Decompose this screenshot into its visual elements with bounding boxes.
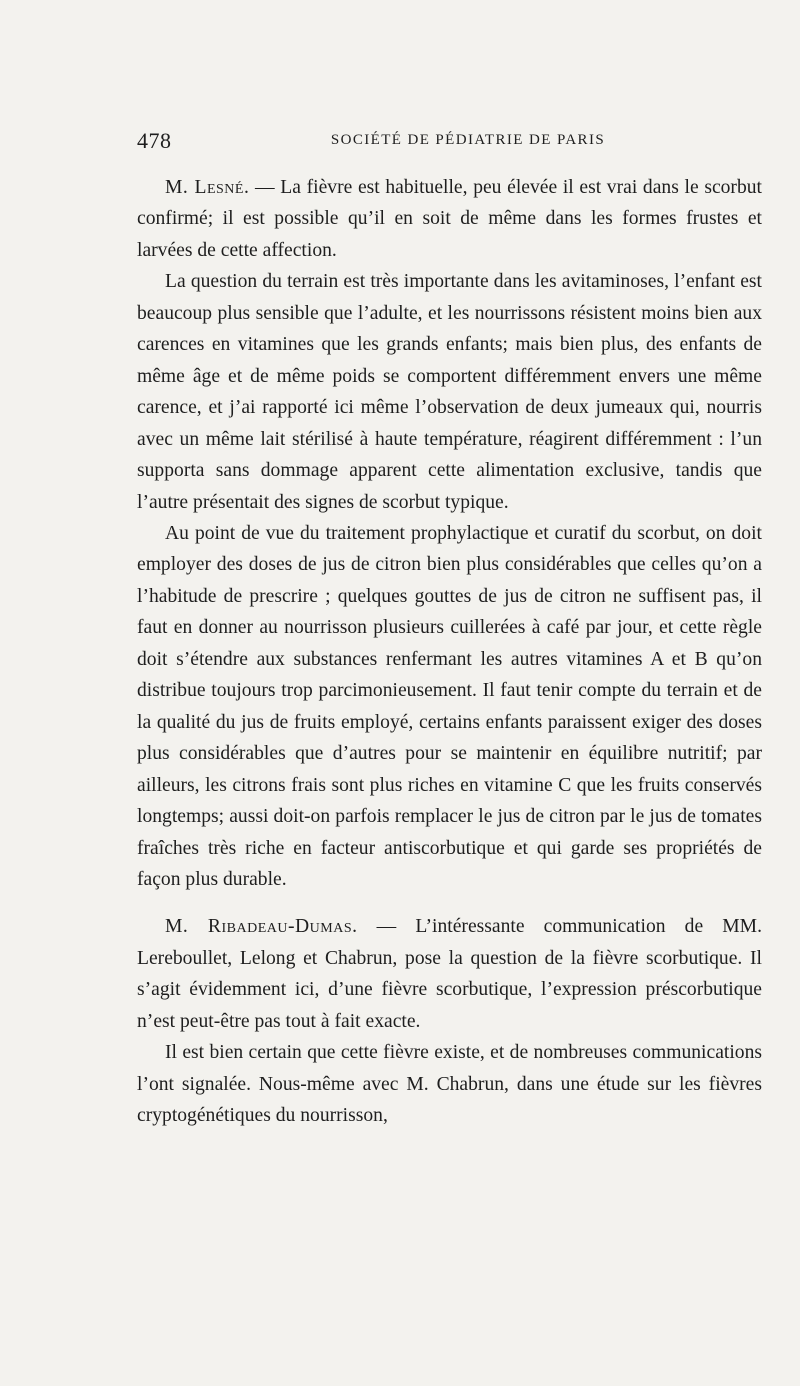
- paragraph-text: — L’intéressante communication de MM. Lereboullet, Lelong et Chabrun, pose la question de la fièvre scorbutique. Il s’agit évidemment ici, d’une fièvre scorbutique, l’expression préscorbutique n’est peut-être pas tout à fait exacte.: [137, 916, 763, 1032]
- running-title: SOCIÉTÉ DE PÉDIATRIE DE PARIS: [330, 132, 606, 148]
- paragraph-fievre-existe: [137, 1037, 762, 1131]
- paragraph-text: La question du terrain est très importante dans les avitaminoses, l’enfant est beaucoup plus sensible que l’adulte, et les nourrissons résistent moins bien aux carences en vitamines que les grands enfants; mais bien plus, des enfants de même âge et de même poids se comportent différemment envers une même carence, et j’ai rapporté ici même l’observation de deux jumeaux qui, nourris avec un même lait stérilisé à haute température, réagirent différemment : l’un supporta sans dommage apparent cette alimentation exclusive, tandis que l’autre présentait des signes de scorbut typique.: [137, 271, 762, 513]
- paragraph-traitement: [137, 518, 762, 895]
- paragraph-text: Il est bien certain que cette fièvre existe, et de nombreuses communications l’ont signalée. Nous-même avec M. Chabrun, dans une étude sur les fièvres cryptogénétiques du nourrisson,: [137, 1042, 762, 1127]
- speaker-name: M. Ribadeau-Dumas.: [165, 916, 358, 938]
- paragraph-lesne-intro: [137, 172, 762, 266]
- paragraph-text: — La fièvre est habituelle, peu élevée il est vrai dans le scorbut confirmé; il est possible qu’il en soit de même dans les formes frustes et larvées de cette affection.: [137, 177, 762, 261]
- body-text: [137, 172, 762, 1132]
- paragraph-text: Au point de vue du traitement prophylactique et curatif du scorbut, on doit employer des doses de jus de citron bien plus considérables que celles qu’on a l’habitude de prescrire ; quelques gouttes de jus de citron ne suffisent pas, il faut en donner au nourrisson plusieurs cuillerées à café par jour, et cette règle doit s’étendre aux substances renfermant les autres vitamines A et B qu’on distribue toujours trop parcimonieusement. Il faut tenir compte du terrain et de la qualité du jus de fruits employé, certains enfants paraissent exiger des doses plus considérables que d’autres pour se maintenir en équilibre nutritif; par ailleurs, les citrons frais sont plus riches en vitamine C que les fruits conservés longtemps; aussi doit-on parfois remplacer le jus de citron par le jus de tomates fraîches très riche en facteur antiscorbutique et qui garde ses propriétés de façon plus durable.: [137, 522, 762, 890]
- page-header: [137, 128, 759, 158]
- page-number: 478: [137, 128, 172, 153]
- paragraph-terrain: [137, 266, 762, 518]
- paragraph-ribadeau-dumas: [137, 911, 762, 1037]
- speaker-name: M. Lesné.: [165, 177, 250, 198]
